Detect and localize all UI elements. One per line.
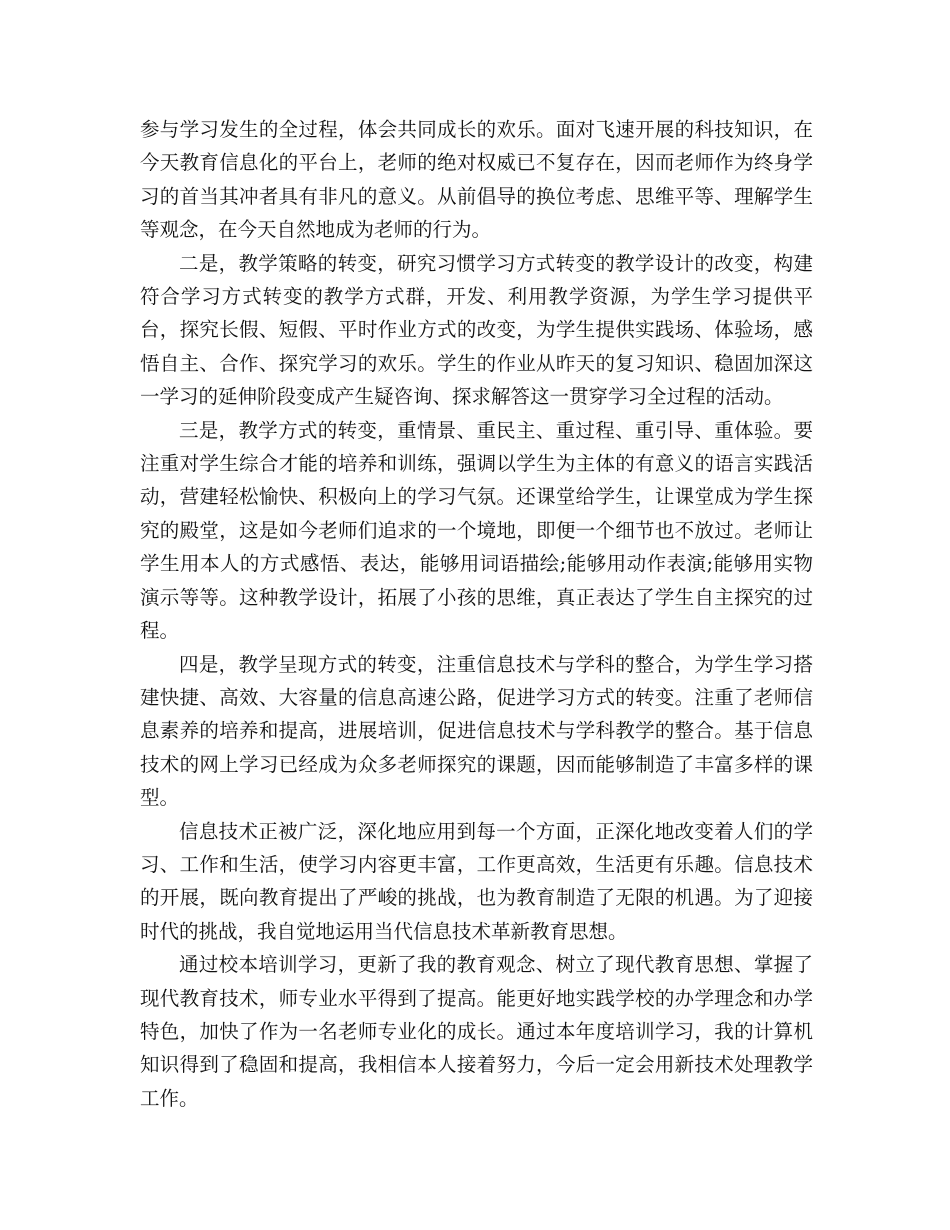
paragraph-teaching-strategy: 二是，教学策略的转变，研究习惯学习方式转变的教学设计的改变，构建符合学习方式转变的教学方式群，开发、利用教学资源，为学生学习提供平台，探究长假、短假、平时作业方式的改变，为学生提供实践场、体验场，感悟自主、合作、探究学习的欢乐。学生的作业从昨天的复习知识、稳固加深这一学习的延伸阶段变成产生疑咨询、探求解答这一贯穿学习全过程的活动。 [140,251,813,409]
paragraph-information-technology: 信息技术正被广泛，深化地应用到每一个方面，正深化地改变着人们的学习、工作和生活，使学习内容更丰富，工作更高效，生活更有乐趣。信息技术的开展，既向教育提出了严峻的挑战，也为教育制造了无限的机遇。为了迎接时代的挑战，我自觉地运用当代信息技术革新教育思想。 [140,819,813,943]
document-body [140,113,813,1115]
paragraph-conclusion: 通过校本培训学习，更新了我的教育观念、树立了现代教育思想、掌握了现代教育技术，师专业水平得到了提高。能更好地实践学校的办学理念和办学特色，加快了作为一名老师专业化的成长。通过本年度培训学习，我的计算机知识得到了稳固和提高，我相信本人接着努力，今后一定会用新技术处理教学工作。 [140,953,813,1110]
paragraph-teaching-method: 三是，教学方式的转变，重情景、重民主、重过程、重引导、重体验。要注重对学生综合才能的培养和训练，强调以学生为主体的有意义的语言实践活动，营建轻松愉快、积极向上的学习气氛。还课堂给学生，让课堂成为学生探究的殿堂，这是如今老师们追求的一个境地，即便一个细节也不放过。老师让学生用本人的方式感悟、表达，能够用词语描绘;能够用动作表演;能够用实物演示等等。这种教学设计，拓展了小孩的思维，真正表达了学生自主探究的过程。 [140,418,813,643]
paragraph-presentation-method: 四是，教学呈现方式的转变，注重信息技术与学科的整合，为学生学习搭建快捷、高效、大容量的信息高速公路，促进学习方式的转变。注重了老师信息素养的培养和提高，进展培训，促进信息技术与学科教学的整合。基于信息技术的网上学习已经成为众多老师探究的课题，因而能够制造了丰富多样的课型。 [140,652,813,810]
paragraph-continued: 参与学习发生的全过程，体会共同成长的欢乐。面对飞速开展的科技知识，在今天教育信息化的平台上，老师的绝对权威已不复存在，因而老师作为终身学习的首当其冲者具有非凡的意义。从前倡导的换位考虑、思维平等、理解学生等观念，在今天自然地成为老师的行为。 [140,118,813,242]
